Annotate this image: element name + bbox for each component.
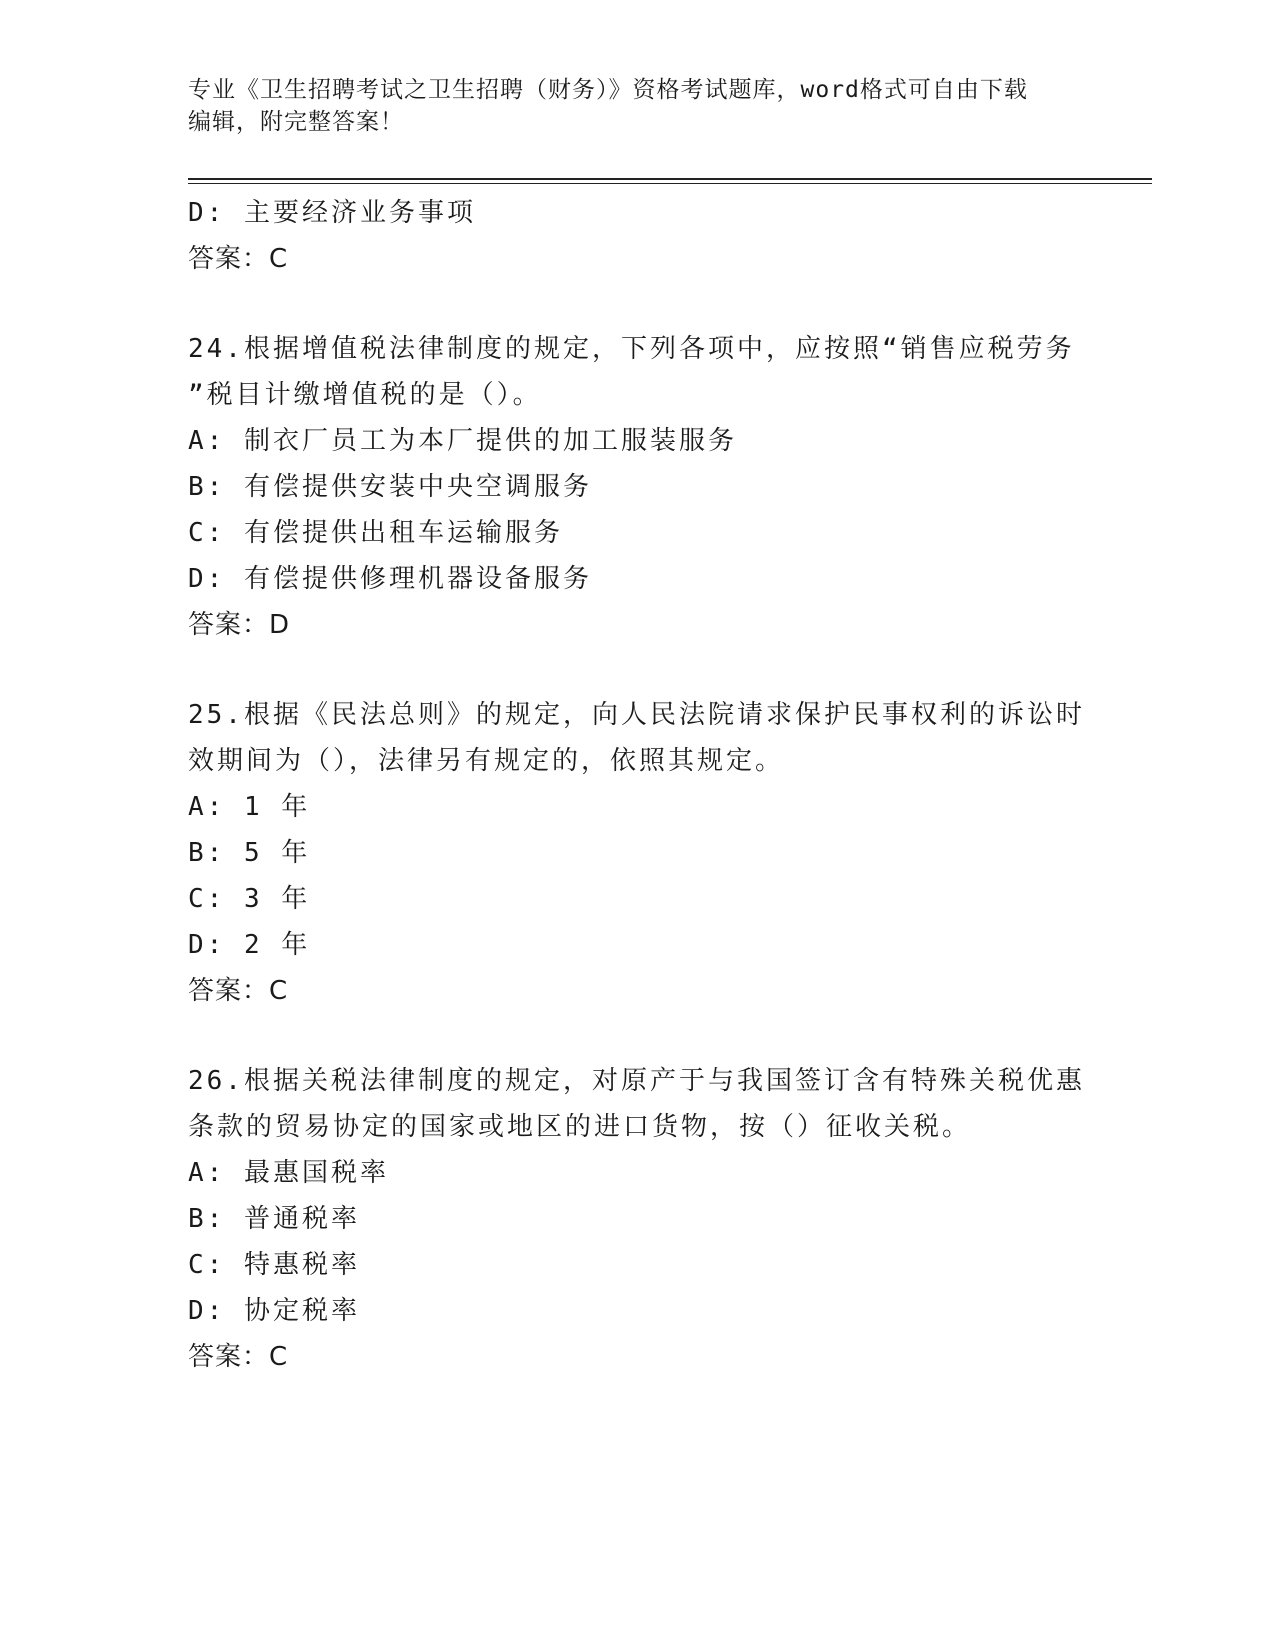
question-stem-line-2: ”税目计缴增值税的是（）。 — [188, 380, 542, 410]
question-26 — [188, 1058, 1088, 1380]
option-c: C: 有偿提供出租车运输服务 — [188, 518, 563, 548]
answer: 答案：C — [188, 1342, 289, 1372]
question-stem-line-1: 25.根据《民法总则》的规定，向人民法院请求保护民事权利的诉讼时 — [188, 700, 1085, 730]
previous-question-tail — [188, 190, 1088, 282]
question-stem-line-1: 24.根据增值税法律制度的规定，下列各项中，应按照“销售应税劳务 — [188, 334, 1075, 364]
header-line-2: 编辑，附完整答案！ — [188, 109, 404, 135]
option-b: B: 普通税率 — [188, 1204, 360, 1234]
option-b: B: 5 年 — [188, 838, 311, 868]
option-a: A: 1 年 — [188, 792, 311, 822]
answer: 答案：C — [188, 976, 289, 1006]
answer: 答案：C — [188, 244, 289, 274]
question-list — [188, 190, 1088, 1380]
option-c: C: 特惠税率 — [188, 1250, 360, 1280]
question-stem-line-2: 效期间为（），法律另有规定的，依照其规定。 — [188, 746, 785, 776]
question-25 — [188, 692, 1088, 1014]
option-d: D: 2 年 — [188, 930, 311, 960]
header-divider-thin — [188, 183, 1152, 184]
option-d: D: 有偿提供修理机器设备服务 — [188, 564, 592, 594]
question-stem-line-1: 26.根据关税法律制度的规定，对原产于与我国签订含有特殊关税优惠 — [188, 1066, 1085, 1096]
option-a: A: 最惠国税率 — [188, 1158, 389, 1188]
option-d: D: 主要经济业务事项 — [188, 198, 476, 228]
header-line-1: 专业《卫生招聘考试之卫生招聘（财务）》资格考试题库，word格式可自由下载 — [188, 77, 1028, 103]
document-header — [188, 74, 1068, 138]
option-a: A: 制衣厂员工为本厂提供的加工服装服务 — [188, 426, 737, 456]
option-d: D: 协定税率 — [188, 1296, 360, 1326]
header-divider-thick — [188, 178, 1152, 180]
question-24 — [188, 326, 1088, 648]
answer: 答案：D — [188, 610, 291, 640]
option-b: B: 有偿提供安装中央空调服务 — [188, 472, 592, 502]
option-c: C: 3 年 — [188, 884, 311, 914]
question-stem-line-2: 条款的贸易协定的国家或地区的进口货物，按（）征收关税。 — [188, 1112, 972, 1142]
